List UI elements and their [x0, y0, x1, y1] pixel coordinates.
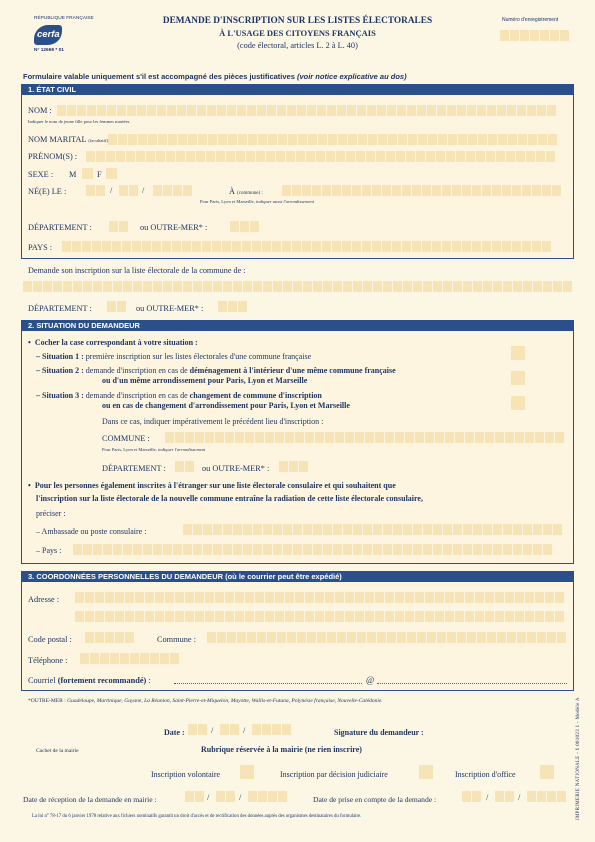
form-title-line1: DEMANDE D'INSCRIPTION SUR LES LISTES ÉLECTORALES: [162, 16, 433, 26]
cachet-label: Cachet de la mairie: [36, 748, 79, 754]
rubrique-mairie-label: Rubrique réservée à la mairie (ne rien inscrire): [201, 745, 362, 754]
date-prise-label: Date de prise en compte de la demande :: [313, 795, 437, 804]
inscription-volontaire-checkbox[interactable]: [240, 765, 254, 779]
commune-label: Commune :: [157, 635, 196, 644]
date-sep-c: /: [207, 793, 210, 802]
courriel-label: Courriel (fortement recommandé) :: [28, 676, 151, 685]
code-postal-label: Code postal :: [28, 635, 72, 644]
date-prise-annee[interactable]: [527, 791, 566, 802]
preciser-label: préciser :: [36, 509, 66, 518]
situation3-checkbox[interactable]: [511, 396, 525, 410]
situation2-text: – Situation 2 : demande d'inscription en cas de déménagement à l'intérieur d'une même commune française: [36, 366, 396, 375]
date-mois[interactable]: [220, 724, 239, 735]
commune-naissance-hint: Pour Paris, Lyon et Marseille, indiquer aussi l'arrondissement: [200, 199, 314, 204]
date-sep-b: /: [243, 726, 246, 735]
precedent-departement-field[interactable]: [175, 461, 194, 472]
departement-field[interactable]: [109, 221, 128, 232]
precedent-departement-label: DÉPARTEMENT :: [102, 464, 166, 473]
pays-consulaire-label: – Pays :: [36, 546, 62, 555]
nom-label: NOM :: [28, 106, 52, 115]
notice-line: Formulaire valable uniquement s'il est accompagné des pièces justificatives (voir notice explicative au dos): [23, 72, 407, 81]
sexe-f-checkbox[interactable]: [106, 168, 117, 179]
at-sign: @: [366, 675, 375, 685]
republic-label: RÉPUBLIQUE FRANÇAISE: [34, 16, 94, 21]
situation1-text: – Situation 1 : première inscription sur les listes électorales d'une commune française: [36, 352, 312, 361]
date-sep-2: /: [142, 186, 145, 195]
date-reception-mois[interactable]: [216, 791, 235, 802]
date-reception-jour[interactable]: [185, 791, 204, 802]
precedente-commune-hint: Pour Paris, Lyon et Marseille, indiquer l'arrondissement: [102, 447, 206, 452]
date-label: Date :: [164, 728, 185, 737]
adresse-field-2[interactable]: [75, 611, 564, 622]
registration-boxes: [500, 30, 569, 41]
date-annee[interactable]: [252, 724, 291, 735]
date-sep-e: /: [486, 793, 489, 802]
inscription-outremer-field[interactable]: [218, 301, 247, 312]
situation3-text-2: ou en cas de changement d'arrondissement pour Paris, Lyon et Marseille: [102, 401, 350, 410]
form-title-line2: À L'USAGE DES CITOYENS FRANÇAIS: [219, 28, 376, 38]
section-coordonnees: [21, 571, 574, 691]
telephone-label: Téléphone :: [28, 656, 68, 665]
adresse-field-1[interactable]: [75, 592, 564, 603]
departement-label: DÉPARTEMENT :: [28, 223, 92, 232]
sexe-f-label: F: [97, 170, 102, 179]
loi-note: La loi n° 78-17 du 6 janvier 1978 relative aux fichiers nominatifs garantit un droit d'accès et de rectification des données auprès des organismes destinataires du formulaire.: [32, 814, 362, 819]
precedent-lieu-instruction: Dans ce cas, indiquer impérativement le précédent lieu d'inscription :: [102, 417, 324, 426]
outremer-note: *OUTRE-MER : Guadeloupe, Martinique, Guyane, La Réunion, Saint-Pierre-et-Miquelon, Mayotte, Wallis-et-Futuna, Polynésie française, Nouvelle-Calédonie.: [28, 698, 383, 704]
precedent-outremer-label: ou OUTRE-MER* :: [202, 464, 270, 473]
demande-commune-label: Demande son inscription sur la liste électorale de la commune de :: [28, 266, 246, 275]
precedent-outremer-field[interactable]: [279, 461, 308, 472]
commune-naissance-label: À (commune) :: [229, 187, 263, 196]
precedente-commune-label: COMMUNE :: [102, 434, 150, 443]
pays-field[interactable]: [62, 241, 551, 252]
precedente-commune-field[interactable]: [165, 432, 564, 443]
commune-field[interactable]: [207, 632, 566, 643]
date-sep-1: /: [110, 186, 113, 195]
date-sep-f: /: [518, 793, 521, 802]
ambassade-field[interactable]: [183, 524, 562, 535]
registration-label: Numéro d'enregistrement: [502, 17, 559, 23]
consulaire-text-2: l'inscription sur la liste électorale de la nouvelle commune entraîne la radiation de cette liste électorale consulaire,: [36, 494, 423, 503]
courriel-domain-field[interactable]: [377, 683, 567, 684]
section3-header: 3. COORDONNÉES PERSONNELLES DU DEMANDEUR (où le courrier peut être expédié): [22, 572, 573, 582]
naissance-annee[interactable]: [153, 185, 192, 196]
outremer-label: ou OUTRE-MER* :: [140, 223, 208, 232]
naissance-label: NÉ(E) LE :: [28, 187, 67, 196]
sexe-label: SEXE :: [28, 170, 54, 179]
naissance-mois[interactable]: [119, 185, 138, 196]
code-postal-field[interactable]: [85, 632, 134, 643]
adresse-label: Adresse :: [28, 595, 60, 604]
situation2-checkbox[interactable]: [511, 371, 525, 385]
inscription-office-label: Inscription d'office: [455, 770, 516, 779]
section2-header: 2. SITUATION DU DEMANDEUR: [22, 321, 573, 331]
commune-inscription-field[interactable]: [23, 281, 572, 292]
date-jour[interactable]: [188, 724, 207, 735]
courriel-local-field[interactable]: [174, 683, 362, 684]
prenoms-label: PRÉNOM(S) :: [28, 152, 78, 161]
inscription-office-checkbox[interactable]: [540, 765, 554, 779]
cerfa-logo-text: cerfa: [37, 29, 60, 40]
nom-field[interactable]: [57, 105, 556, 116]
sexe-m-checkbox[interactable]: [82, 168, 93, 179]
form-title-line3: (code électoral, articles L. 2 à L. 40): [237, 41, 358, 50]
signature-label: Signature du demandeur :: [334, 728, 424, 737]
nom-hint: Indiquer le nom de jeune fille pour les femmes mariées: [28, 119, 130, 124]
date-prise-mois[interactable]: [495, 791, 514, 802]
pays-consulaire-field[interactable]: [73, 544, 552, 555]
prenoms-field[interactable]: [86, 151, 555, 162]
inscription-judiciaire-checkbox[interactable]: [419, 765, 433, 779]
situation1-checkbox[interactable]: [511, 346, 525, 360]
ambassade-label: – Ambassade ou poste consulaire :: [36, 527, 147, 536]
date-sep-d: /: [239, 793, 242, 802]
date-sep-a: /: [211, 726, 214, 735]
marital-label: NOM MARITAL (facultatif): [28, 135, 108, 144]
sexe-m-label: M: [69, 170, 77, 179]
date-reception-label: Date de réception de la demande en mairie :: [23, 795, 157, 804]
inscription-departement-field[interactable]: [107, 301, 126, 312]
date-prise-jour[interactable]: [462, 791, 481, 802]
nom-marital-field[interactable]: [108, 134, 557, 145]
inscription-outremer-label: ou OUTRE-MER* :: [136, 304, 204, 313]
outremer-field[interactable]: [230, 221, 259, 232]
date-reception-annee[interactable]: [248, 791, 287, 802]
naissance-jour[interactable]: [86, 185, 105, 196]
inscription-judiciaire-label: Inscription par décision judiciaire: [280, 770, 388, 779]
commune-naissance-field[interactable]: [282, 185, 561, 196]
situation2-text-2: ou d'un même arrondissement pour Paris, Lyon et Marseille: [102, 376, 308, 385]
form-number: N° 12669 * 01: [34, 48, 64, 53]
situation3-text: – Situation 3 : demande d'inscription en cas de changement de commune d'inscription: [36, 391, 322, 400]
pays-label: PAYS :: [28, 243, 53, 252]
situation-instruction: • Cocher la case correspondant à votre situation :: [28, 338, 198, 347]
inscription-departement-label: DÉPARTEMENT :: [28, 304, 92, 313]
telephone-field[interactable]: [80, 653, 179, 664]
imprimerie-note: IMPRIMERIE NATIONALE - 6 001023 1 - Modèle A: [576, 697, 581, 820]
section1-header: 1. ÉTAT CIVIL: [22, 85, 573, 95]
inscription-volontaire-label: Inscription volontaire: [151, 770, 221, 779]
consulaire-text-1: • Pour les personnes également inscrites à l'étranger sur une liste électorale consulaire et qui souhaitent que: [28, 481, 396, 490]
